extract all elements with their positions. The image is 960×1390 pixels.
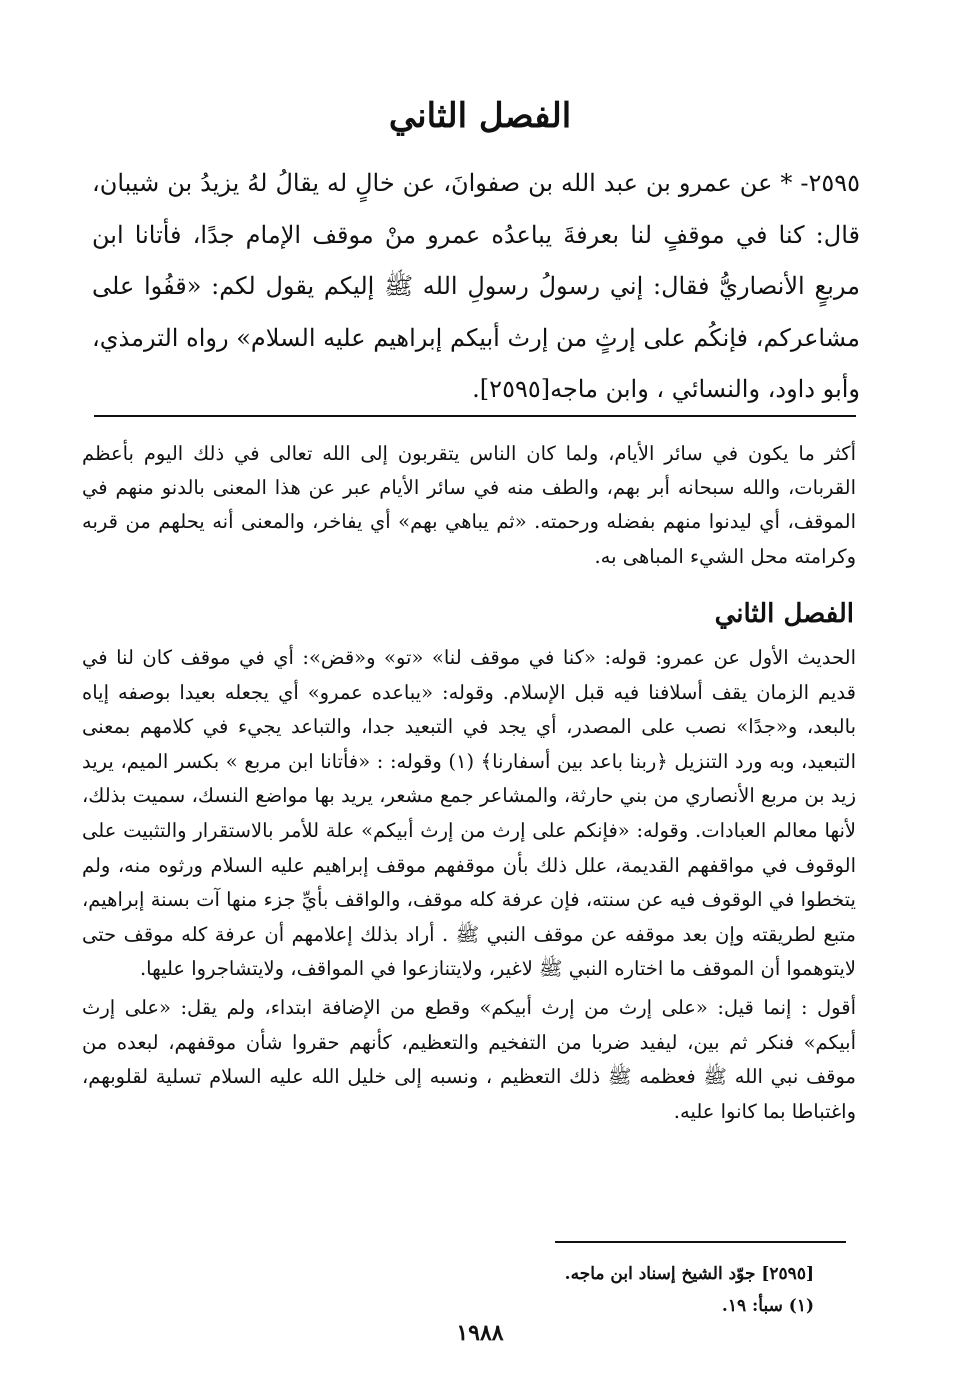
commentary-paragraph-2: أقول : إنما قيل: «على إرث من إرث أبيكم» وقطع من الإضافة ابتداء، ولم يقل: «على إرث أبيكم» فنكر ثم بين، ليفيد ضربا من التفخيم والتعظيم، كأنهم حقروا شأن موقفهم، لبعده من موقف نبي الله ﷺ فعظمه ﷺ ذلك التعظيم ، ونسبه إلى خليل الله عليه السلام تسلية لقلوبهم، واغتباطا بما كانوا عليه. [82, 995, 856, 1123]
commentary-intro: أكثر ما يكون في سائر الأيام، ولما كان الناس يتقربون إلى الله تعالى في ذلك اليوم بأعظم القربات، والله سبحانه أبر بهم، والطف منه في سائر الأيام عبر عن هذا المعنى بالدنو منهم في الموقف، أي ليدنوا منهم بفضله ورحمته. «ثم يباهي بهم» أي يفاخر، والمعنى أنه يحلهم من قربه وكرامته محل الشيء المباهى به. [82, 442, 856, 568]
footnotes [565, 1258, 814, 1322]
footnote-divider [555, 1241, 846, 1243]
section-heading: الفصل الثاني [714, 599, 854, 629]
commentary-body [82, 641, 856, 1129]
commentary-paragraph-1: الحديث الأول عن عمرو: قوله: «كنا في موقف لنا» «تو» و«قض»: أي في موقف كان لنا في قديم الزمان يقف أسلافنا فيه قبل الإسلام. وقوله: «يباعده عمرو» أي يجعله بعيدا بوصفه إياه بالبعد، و«جدًا» نصب على المصدر، أي يجد في التبعيد جدا، والتباعد يجيء في كلامهم بمعنى التبعيد، وبه ورد التنزيل ﴿ربنا باعد بين أسفارنا﴾ (١) وقوله: : «فأتانا ابن مربع » بكسر الميم، يريد زيد بن مربع الأنصاري من بني حارثة، والمشاعر جمع مشعر، يريد بها مواضع النسك، سميت بذلك، لأنها معالم العبادات. وقوله: «فإنكم على إرث من إرث أبيكم» علة للأمر بالاستقرار والتثبيت على الوقوف في مواقفهم القديمة، علل ذلك بأن موقفهم موقف إبراهيم عليه السلام ورثوه منه، ولم يتخطوا في الوقوف فيه عن سنته، فإن عرفة كله موقف، والواقف بأيِّ جزء منها آت بسنة إبراهيم، متبع لطريقته وإن بعد موقفه عن موقف النبي ﷺ . أراد بذلك إعلامهم أن عرفة كله موقف حتى لايتوهموا أن الموقف ما اختاره النبي ﷺ لاغير، ولايتنازعوا في المواقف، ولايتشاجروا عليها. [82, 646, 856, 981]
footnote-1: [٢٥٩٥] جوّد الشيخ إسناد ابن ماجه. [564, 1264, 814, 1284]
chapter-title: الفصل الثاني [388, 96, 572, 136]
page-number: ١٩٨٨ [456, 1320, 504, 1346]
hadith-text: ٢٥٩٥- * عن عمرو بن عبد الله بن صفوانَ، عن خالٍ له يقالُ لهُ يزيدُ بن شيبان، قال: كنا في موقفٍ لنا بعرفةَ يباعدُه عمرو منْ موقف الإمام جدًا، فأتانا ابن مربعٍ الأنصاريُّ فقال: إني رسولُ رسولِ الله ﷺ إليكم يقول لكم: «قفُوا على مشاعركم، فإنكُم على إرثٍ من إرث أبيكم إبراهيم عليه السلام» رواه الترمذي، وأبو داود، والنسائي ، وابن ماجه[٢٥٩٥]. [92, 169, 861, 403]
main-divider [94, 415, 856, 417]
footnote-2: (١) سبأ: ١٩. [721, 1296, 814, 1316]
